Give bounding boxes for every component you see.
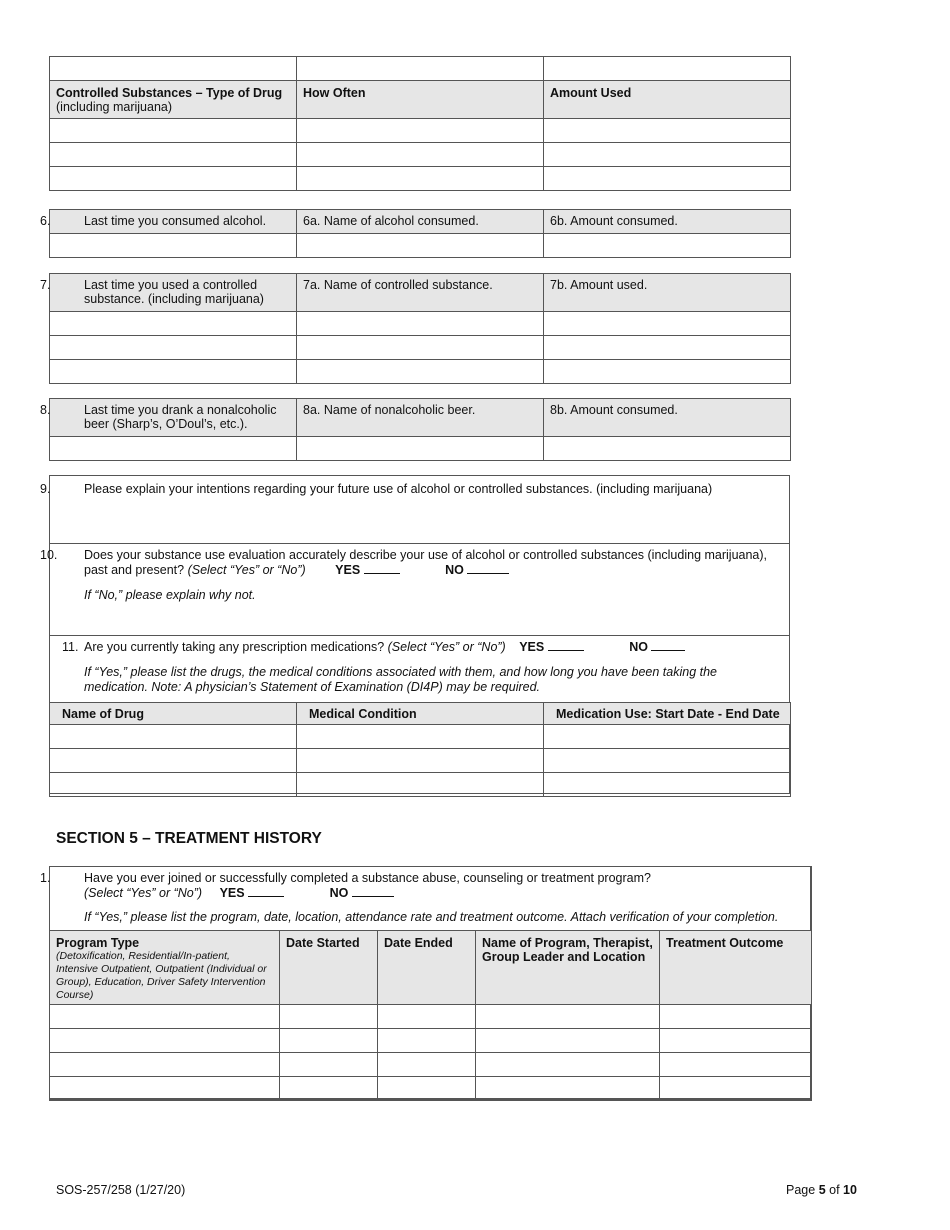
yes-label: YES: [219, 886, 245, 900]
select-instruction: (Select “Yes” or “No”): [387, 640, 506, 654]
question-7-table: [40, 273, 791, 384]
treatment-explain: If “Yes,” please list the program, date, location, attendance rate and treatment outcome. Attach verification of your completion.: [84, 910, 779, 924]
input-cell[interactable]: [50, 749, 297, 773]
no-answer-line[interactable]: [352, 886, 394, 897]
question-8-table: [40, 398, 791, 461]
question-8-label: Last time you drank a nonalcoholic beer (Sharp’s, O’Doul’s, etc.).: [84, 403, 277, 431]
table-cell[interactable]: [544, 57, 791, 81]
input-cell[interactable]: [544, 234, 791, 258]
question-11: [50, 636, 789, 703]
column-header-medical-condition: Medical Condition: [309, 707, 417, 721]
question-10-explain: If “No,” please explain why not.: [84, 588, 256, 602]
no-answer-line[interactable]: [651, 640, 685, 651]
input-cell[interactable]: [476, 1005, 660, 1029]
column-header-drug-name: Name of Drug: [62, 707, 144, 721]
question-number: 1.: [40, 871, 51, 885]
input-cell[interactable]: [297, 725, 544, 749]
column-header-date-ended: Date Ended: [384, 936, 453, 950]
input-cell[interactable]: [297, 143, 544, 167]
input-cell[interactable]: [297, 167, 544, 191]
page-word: Page: [786, 1183, 816, 1197]
input-cell[interactable]: [297, 312, 544, 336]
yes-answer-line[interactable]: [548, 640, 584, 651]
input-cell[interactable]: [280, 1005, 378, 1029]
question-number: 6.: [40, 214, 51, 228]
question-6b-label: 6b. Amount consumed.: [550, 214, 678, 228]
treatment-history-box: [40, 866, 812, 1100]
yes-label: YES: [335, 563, 361, 577]
question-11-text: Are you currently taking any prescription medications?: [84, 640, 385, 654]
input-cell[interactable]: [50, 119, 297, 143]
question-number: 7.: [40, 278, 51, 292]
no-label: NO: [629, 640, 648, 654]
question-number: 11.: [62, 640, 79, 654]
input-cell[interactable]: [297, 749, 544, 773]
question-7-label: Last time you used a controlled substance. (including marijuana): [84, 278, 264, 306]
input-cell[interactable]: [378, 1005, 476, 1029]
program-type-subtitle: (Detoxification, Residential/In-patient, Intensive Outpatient, Outpatient (Individual or Group), Education, Driver Safety Intervention Course): [56, 950, 267, 1001]
column-header-medication-dates: Medication Use: Start Date - End Date: [556, 707, 780, 721]
treatment-table: [49, 930, 812, 1101]
input-cell[interactable]: [280, 1053, 378, 1077]
question-6-label: Last time you consumed alcohol.: [84, 214, 267, 228]
column-header-program-name: Name of Program, Therapist, Group Leader and Location: [482, 936, 653, 964]
no-answer-line[interactable]: [467, 563, 509, 574]
input-cell[interactable]: [544, 336, 791, 360]
column-header-amount-used: Amount Used: [550, 86, 632, 100]
input-cell[interactable]: [544, 312, 791, 336]
yes-label: YES: [519, 640, 545, 654]
question-number: 9.: [40, 482, 51, 496]
question-11-explain: If “Yes,” please list the drugs, the medical conditions associated with them, and how long you have been taking the medication. Note: A physician’s Statement of Examination (DI4P) may be required.: [84, 665, 718, 694]
input-cell[interactable]: [50, 1029, 280, 1053]
input-cell[interactable]: [378, 1053, 476, 1077]
question-8a-label: 8a. Name of nonalcoholic beer.: [303, 403, 476, 417]
column-header-subtitle: (including marijuana): [56, 100, 173, 114]
input-cell[interactable]: [50, 1053, 280, 1077]
question-7a-label: 7a. Name of controlled substance.: [303, 278, 493, 292]
select-instruction: (Select “Yes” or “No”): [187, 563, 306, 577]
input-cell[interactable]: [297, 773, 544, 797]
input-cell[interactable]: [297, 360, 544, 384]
section-5-title: SECTION 5 – TREATMENT HISTORY: [56, 830, 322, 847]
drug-use-table: [49, 56, 791, 191]
input-cell[interactable]: [544, 119, 791, 143]
input-cell[interactable]: [50, 360, 297, 384]
total-pages: 10: [843, 1183, 857, 1197]
table-cell[interactable]: [297, 57, 544, 81]
input-cell[interactable]: [660, 1053, 812, 1077]
input-cell[interactable]: [297, 437, 544, 461]
no-label: NO: [329, 886, 349, 900]
input-cell[interactable]: [476, 1029, 660, 1053]
question-10-text: Does your substance use evaluation accurately describe your use of alcohol or controlled substances (including marijuana), past and present?: [84, 548, 768, 577]
yes-answer-line[interactable]: [364, 563, 400, 574]
treatment-question-text: Have you ever joined or successfully completed a substance abuse, counseling or treatment program?: [84, 871, 651, 885]
table-cell[interactable]: [50, 57, 297, 81]
input-cell[interactable]: [544, 167, 791, 191]
column-header-date-started: Date Started: [286, 936, 360, 950]
input-cell[interactable]: [280, 1077, 378, 1101]
question-9-text: Please explain your intentions regarding your future use of alcohol or controlled substances. (including marijuana): [84, 482, 713, 496]
column-header-program-type: Program Type: [56, 936, 140, 950]
input-cell[interactable]: [50, 167, 297, 191]
treatment-question-1: [40, 871, 802, 925]
question-8b-label: 8b. Amount consumed.: [550, 403, 678, 417]
page-number: [786, 1183, 857, 1197]
input-cell[interactable]: [660, 1077, 812, 1101]
input-cell[interactable]: [50, 312, 297, 336]
input-cell[interactable]: [660, 1029, 812, 1053]
input-cell[interactable]: [378, 1029, 476, 1053]
current-page: 5: [818, 1183, 826, 1197]
input-cell[interactable]: [544, 773, 791, 797]
input-cell[interactable]: [297, 336, 544, 360]
question-6a-label: 6a. Name of alcohol consumed.: [303, 214, 479, 228]
medication-table: [49, 702, 791, 797]
question-6-table: [40, 209, 791, 258]
input-cell[interactable]: [50, 437, 297, 461]
input-cell[interactable]: [544, 360, 791, 384]
input-cell[interactable]: [280, 1029, 378, 1053]
no-label: NO: [445, 563, 464, 577]
question-10: [40, 544, 789, 636]
input-cell[interactable]: [50, 725, 297, 749]
question-number: 8.: [40, 403, 51, 417]
questions-9-11-box: [40, 475, 790, 794]
question-7b-label: 7b. Amount used.: [550, 278, 648, 292]
yes-answer-line[interactable]: [248, 886, 284, 897]
input-cell[interactable]: [544, 749, 791, 773]
input-cell[interactable]: [476, 1053, 660, 1077]
input-cell[interactable]: [50, 1005, 280, 1029]
column-header-how-often: How Often: [303, 86, 366, 100]
form-id: SOS-257/258 (1/27/20): [56, 1183, 186, 1197]
select-instruction: (Select “Yes” or “No”): [84, 886, 203, 900]
input-cell[interactable]: [50, 1077, 280, 1101]
input-cell[interactable]: [297, 234, 544, 258]
question-9: [40, 476, 789, 544]
input-cell[interactable]: [297, 119, 544, 143]
input-cell[interactable]: [50, 336, 297, 360]
column-header-treatment-outcome: Treatment Outcome: [666, 936, 784, 950]
input-cell[interactable]: [378, 1077, 476, 1101]
input-cell[interactable]: [544, 437, 791, 461]
column-header-drug-type: Controlled Substances – Type of Drug: [56, 86, 283, 100]
input-cell[interactable]: [660, 1005, 812, 1029]
input-cell[interactable]: [50, 773, 297, 797]
input-cell[interactable]: [544, 143, 791, 167]
input-cell[interactable]: [50, 234, 297, 258]
input-cell[interactable]: [476, 1077, 660, 1101]
input-cell[interactable]: [50, 143, 297, 167]
input-cell[interactable]: [544, 725, 791, 749]
of-word: of: [829, 1183, 840, 1197]
question-number: 10.: [40, 548, 58, 562]
